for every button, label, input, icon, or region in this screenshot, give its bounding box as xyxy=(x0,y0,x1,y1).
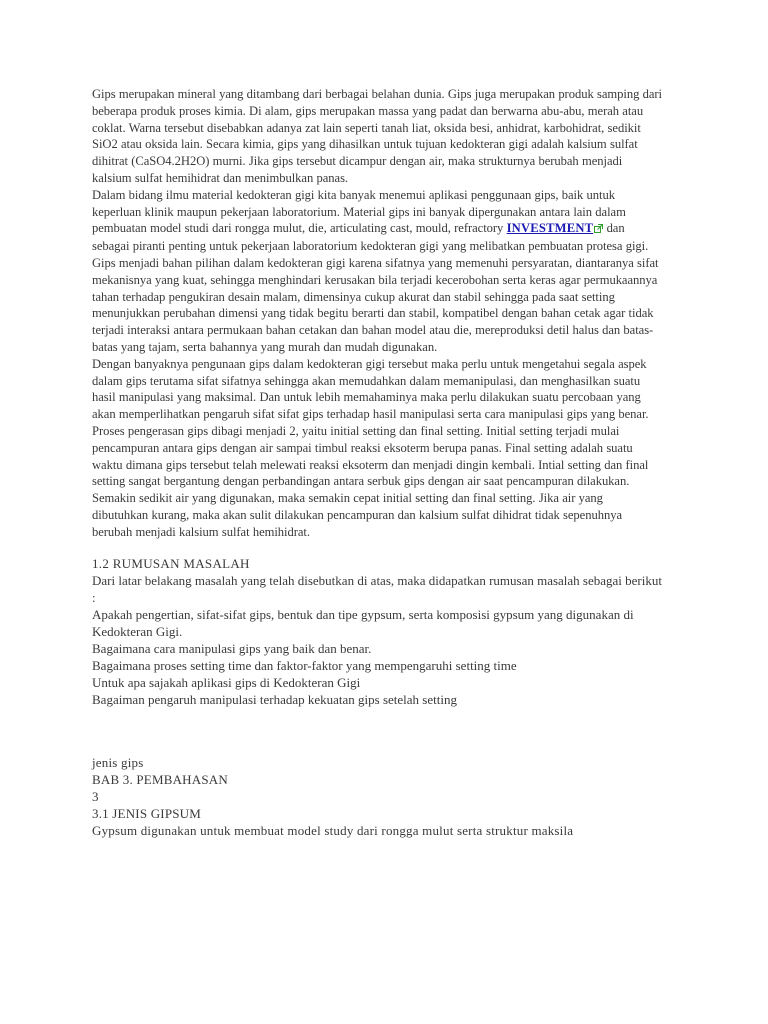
section-intro: Dari latar belakang masalah yang telah disebutkan di atas, maka didapatkan rumusan masalah sebagai berikut : xyxy=(92,572,662,605)
investment-link[interactable]: INVESTMENT xyxy=(506,221,594,236)
paragraph-properties: Gips menjadi bahan pilihan dalam kedokteran gigi karena sifatnya yang memenuhi persyaratan, diantaranya sifat mekanisnya yang kuat, sehingga menghindari kerusakan bila terjadi kecerobohan serta keras agar permukaannya tahan terhadap pengukiran desain malam, dimensinya cukup akurat dan stabil sehingga pada saat setting menunjukkan perubahan dimensi yang tidak begitu berarti dan stabil, kompatibel dengan bahan cetak agar tidak terjadi interaksi antara permukaan bahan cetakan dan bahan model atau die, mereproduksi detil halus dan batas-batas yang tajam, serta bahannya yang murah dan mudah digunakan. xyxy=(92,255,659,354)
question-item: Bagaiman pengaruh manipulasi terhadap kekuatan gips setelah setting xyxy=(92,691,457,707)
paragraph-gypsum-use: Gypsum digunakan untuk membuat model study dari rongga mulut serta struktur maksila xyxy=(92,822,574,838)
paragraph-intro: Gips merupakan mineral yang ditambang dari berbagai belahan dunia. Gips juga merupakan produk samping dari beberapa produk proses kimia. Di alam, gips merupakan massa yang padat dan berwarna abu-abu, merah atau coklat. Warna tersebut disebabkan adanya zat lain seperti tanah liat, oksida besi, anhidrat, karbohidrat, sedikit SiO2 atau oksida lain. Secara kimia, gips yang dihasilkan untuk tujuan kedokteran gigi adalah kalsium sulfat dihitrat (CaSO4.2H2O) murni. Jika gips tersebut dicampur dengan air, maka strukturnya berubah menjadi kalsium sulfat hemihidrat dan menimbulkan panas. xyxy=(92,87,662,185)
question-item: Apakah pengertian, sifat-sifat gips, bentuk dan tipe gypsum, serta komposisi gypsum yang digunakan di Kedokteran Gigi. xyxy=(92,606,634,639)
section-heading-rumusan: 1.2 RUMUSAN MASALAH xyxy=(92,555,250,571)
paragraph-setting: Proses pengerasan gips dibagi menjadi 2, yaitu initial setting dan final setting. Initial setting terjadi mulai pencampuran antara gips dengan air sampai timbul reaksi eksoterm berupa panas. Final setting adalah suatu waktu dimana gips tersebut telah melewati reaksi eksoterm dan menjadi dingin kembali. Intial setting dan final setting sangat bergantung dengan perbandingan antara serbuk gips dengan air saat pencampuran dilakukan. Semakin sedikit air yang digunakan, maka semakin cepat initial setting dan final setting. Jika air yang dibutuhkan kurang, maka akan sulit dilakukan pencampuran dan kalsium sulfat dihidrat tidak sepenuhnya berubah menjadi kalsium sulfat hemihidrat. xyxy=(92,423,649,539)
subsection-heading: 3.1 JENIS GIPSUM xyxy=(92,805,202,821)
paragraph-applications-text-a: Dalam bidang ilmu material kedokteran gigi kita banyak menemui aplikasi penggunaan gips, baik untuk keperluan klinik maupun pekerjaan laboratorium. Material gips ini banyak dipergunakan antara lain dalam pembuatan model studi dari rongga mulut, die, articulating cast, mould, refractory xyxy=(92,187,626,236)
spacer xyxy=(92,708,662,754)
paragraph-applications xyxy=(92,187,662,255)
external-link-icon[interactable] xyxy=(594,221,603,238)
question-item: Bagaimana proses setting time dan faktor-faktor yang mempengaruhi setting time xyxy=(92,657,517,673)
jenis-gips-label: jenis gips xyxy=(92,754,144,770)
question-item: Untuk apa sajakah aplikasi gips di Kedokteran Gigi xyxy=(92,674,361,690)
paragraph-applications-text-b: dan sebagai piranti penting untuk pekerjaan laboratorium kedokteran gigi yang melibatkan pembuatan protesa gigi. xyxy=(92,221,649,254)
paragraph-purpose: Dengan banyaknya pengunaan gips dalam kedokteran gigi tersebut maka perlu untuk mengetahui segala aspek dalam gips terutama sifat sifatnya sehingga akan memudahkan dalam memanipulasi, dan menghasilkan suatu hasil manipulasi yang maksimal. Dan untuk lebih memahaminya maka perlu dilakukan suatu percobaan yang akan memperlihatkan pengaruh sifat sifat gips terhadap hasil manipulasi serta cara manipulasi gips yang benar. xyxy=(92,356,649,422)
chapter-number: 3 xyxy=(92,788,99,804)
question-item: Bagaimana cara manipulasi gips yang baik dan benar. xyxy=(92,640,372,656)
spacer xyxy=(92,541,662,555)
document-page xyxy=(92,86,662,839)
chapter-heading: BAB 3. PEMBAHASAN xyxy=(92,771,228,787)
